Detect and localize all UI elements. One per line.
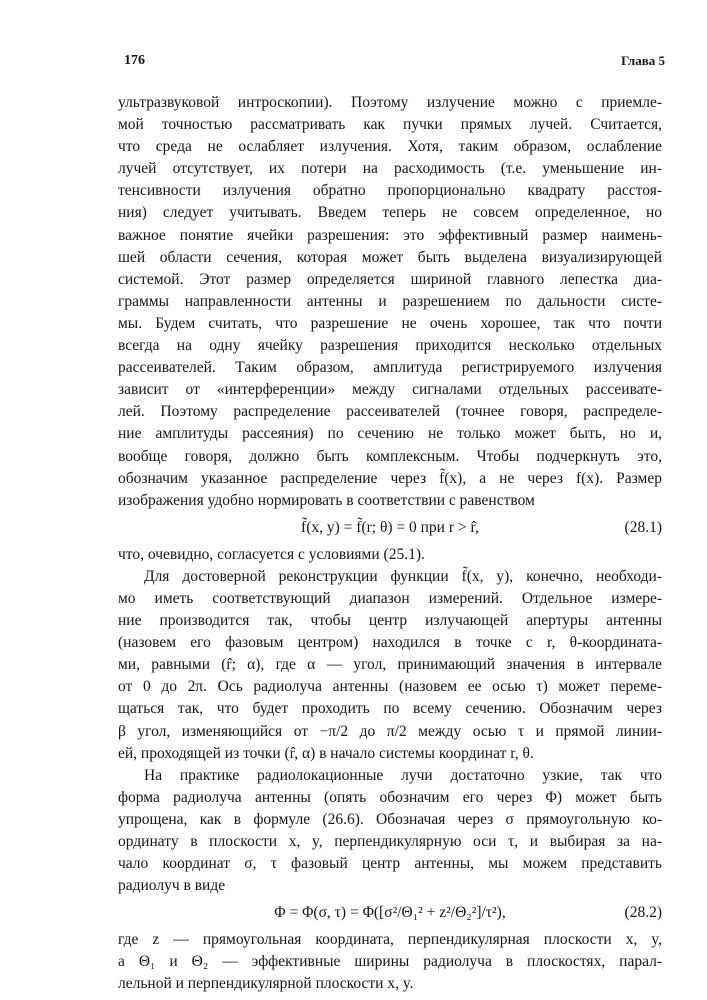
text-line: ние амплитуды рассеяния) по сечению не только может быть, но и, bbox=[118, 425, 662, 443]
text-line: щаться так, что будет проходить по всему сечению. Обозначим через bbox=[118, 700, 662, 718]
text-line: тенсивности излучения обратно пропорционально квадрату расстоя- bbox=[118, 182, 662, 200]
text-line: обозначим указанное распределение через f̃(x), а не через f(x). Размер bbox=[118, 469, 662, 487]
chapter-label: Глава 5 bbox=[621, 53, 665, 68]
text-line: а Θ₁ и Θ₂ — эффективные ширины радиолуча в плоскостях, парал- bbox=[118, 953, 662, 971]
text-line: лей. Поэтому распределение рассеивателей (точнее говоря, распределе- bbox=[118, 403, 662, 421]
text-line: ультразвуковой интроскопии). Поэтому излучение можно с приемле- bbox=[118, 94, 662, 111]
equation-expression: Φ = Φ(σ, τ) = Φ([σ²/Θ₁² + z²/Θ₂²]/τ²), bbox=[274, 904, 506, 922]
text-line: лучей отсутствует, их потери на расходимость (т.е. уменьшение ин- bbox=[118, 160, 662, 178]
text-line: (назовем его фазовым центром) находился в точке с r, θ-координата- bbox=[118, 634, 662, 652]
equation-expression: f̃(x, y) = f̃(r; θ) = 0 при r > r̂, bbox=[301, 518, 479, 536]
text-line: чало координат σ, τ фазовый центр антенны, мы можем представить bbox=[118, 855, 662, 873]
text-line: мой точностью рассматривать как пучки прямых лучей. Считается, bbox=[118, 116, 662, 134]
text-line: граммы направленности антенны и разрешением по дальности систе- bbox=[118, 292, 662, 310]
text-line: вообще говоря, должно быть комплексным. Чтобы подчеркнуть это, bbox=[118, 447, 662, 465]
text-line: β угол, изменяющийся от −π/2 до π/2 между осью τ и прямой линии- bbox=[118, 722, 662, 740]
text-line: всегда на одну ячейку разрешения приходится несколько отдельных bbox=[118, 337, 662, 355]
text-line: где z — прямоугольная координата, перпендикулярная плоскости x, y, bbox=[118, 931, 662, 949]
text-line: ей, проходящей из точки (r̂, α) в начало системы координат r, θ. bbox=[118, 744, 534, 762]
text-line: шей области сечения, которая может быть выделена визуализирующей bbox=[118, 248, 662, 266]
text-line: ние производится так, чтобы центр излучающей апертуры антенны bbox=[118, 612, 662, 630]
text-line: радиолуч в виде bbox=[118, 877, 226, 895]
text-line: мо иметь соответствующий диапазон измерений. Отдельное измере- bbox=[118, 589, 662, 607]
running-header bbox=[124, 53, 665, 77]
text-line: изображения удобно нормировать в соответствии с равенством bbox=[118, 491, 535, 509]
equation-number: (28.1) bbox=[624, 518, 662, 536]
paragraph-first-line: Для достоверной реконструкции функции f̃(x, y), конечно, необходи- bbox=[144, 567, 662, 585]
text-line: что среда не ослабляет излучения. Хотя, таким образом, ослабление bbox=[118, 138, 662, 156]
text-line: системой. Этот размер определяется шириной главного лепестка диа- bbox=[118, 270, 662, 288]
equation-number: (28.2) bbox=[624, 904, 662, 922]
text-line: ния) следует учитывать. Введем теперь не совсем определенное, но bbox=[118, 204, 662, 222]
text-line: что, очевидно, согласуется с условиями (25.1). bbox=[118, 545, 425, 563]
text-line: ординату в плоскости x, y, перпендикулярную оси τ, и выбирая за на- bbox=[118, 833, 662, 850]
page-number: 176 bbox=[124, 53, 145, 68]
body-text bbox=[118, 92, 662, 996]
text-line: зависит от «интерференции» между сигналами отдельных рассеивате- bbox=[118, 381, 662, 399]
equation-28-1 bbox=[118, 512, 662, 544]
text-line: важное понятие ячейки разрешения: это эффективный размер наимень- bbox=[118, 226, 662, 244]
text-line: лельной и перпендикулярной плоскости x, y. bbox=[118, 975, 414, 993]
text-line: рассеивателей. Таким образом, амплитуда регистрируемого излучения bbox=[118, 359, 662, 377]
text-line: форма радиолуча антенны (опять обозначим его через Φ) может быть bbox=[118, 788, 662, 806]
text-line: упрощена, как в формуле (26.6). Обозначая через σ прямоугольную ко- bbox=[118, 810, 662, 828]
paragraph-first-line: На практике радиолокационные лучи достаточно узкие, так что bbox=[144, 766, 662, 784]
text-line: от 0 до 2π. Ось радиолуча антенны (назовем ее осью τ) может переме- bbox=[118, 678, 662, 696]
equation-28-2 bbox=[118, 897, 662, 929]
text-line: мы. Будем считать, что разрешение не очень хорошее, так что почти bbox=[118, 314, 662, 332]
text-line: ми, равными (r̂; α), где α — угол, принимающий значения в интервале bbox=[118, 656, 662, 674]
